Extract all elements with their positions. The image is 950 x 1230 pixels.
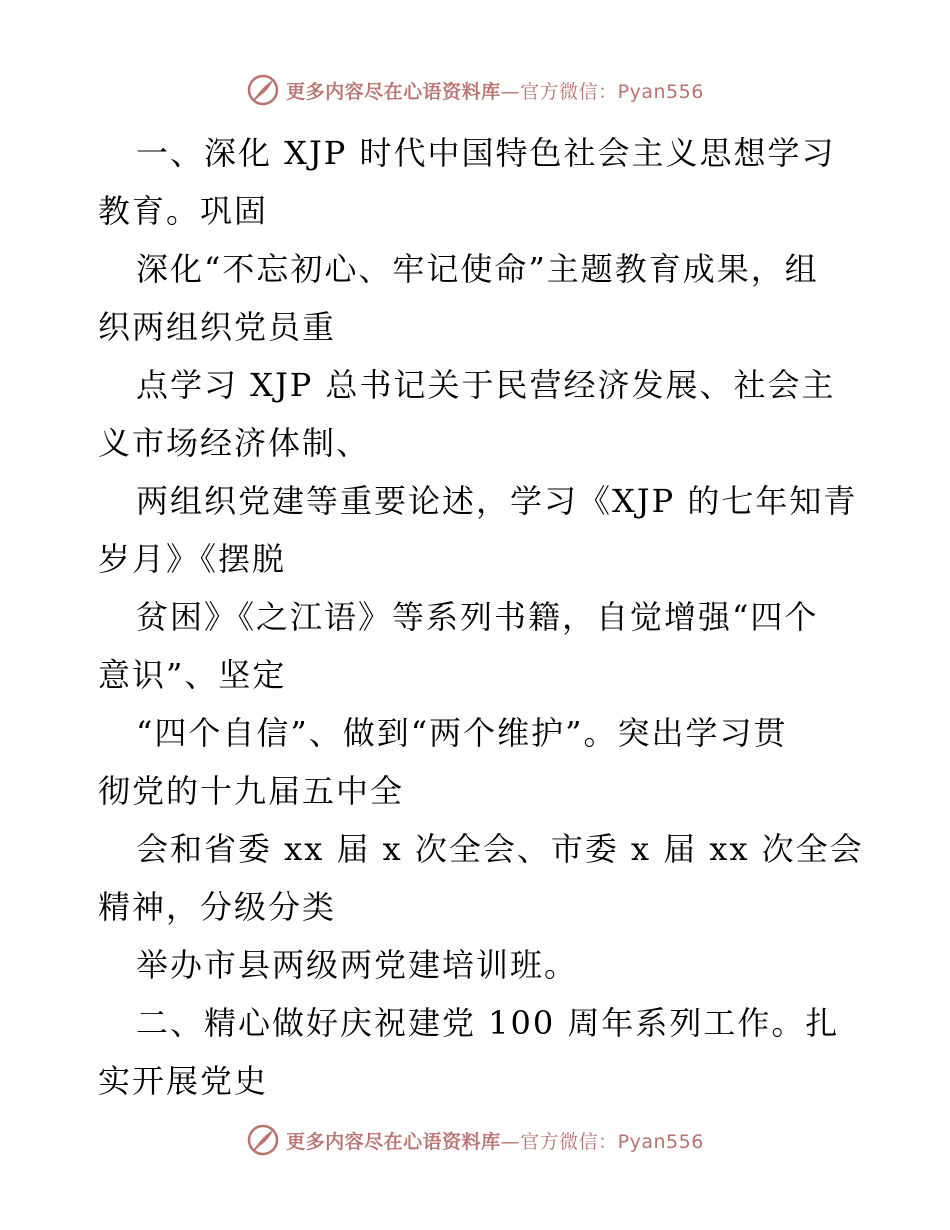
text-line: 织两组织党员重 [98, 308, 337, 346]
text-line: 实开展党史 [98, 1062, 269, 1100]
watermark-footer [0, 1120, 950, 1160]
text-line: 彻党的十九届五中全 [98, 772, 405, 810]
watermark-contact: 官方微信：Pyan556 [520, 1130, 704, 1153]
text-line: 意识”、坚定 [98, 656, 287, 694]
text-line: 会和省委 xx 届 x 次全会、市委 x 届 xx 次全会 [136, 830, 864, 868]
document-body [98, 124, 864, 1110]
text-line: 举办市县两级两党建培训班。 [136, 946, 579, 984]
text-line: 岁月》《摆脱 [98, 540, 287, 578]
text-line: 义市场经济体制、 [98, 424, 371, 462]
watermark-brand: 更多内容尽在心语资料库 [286, 1130, 501, 1153]
watermark-contact: 官方微信：Pyan556 [520, 80, 704, 103]
watermark-brand: 更多内容尽在心语资料库 [286, 80, 501, 103]
quill-logo-icon [246, 73, 280, 107]
quill-logo-icon [246, 1123, 280, 1157]
text-line: 精神，分级分类 [98, 888, 337, 926]
text-line: 一、深化 XJP 时代中国特色社会主义思想学习 [136, 134, 836, 172]
watermark-separator: — [500, 1130, 521, 1153]
watermark-separator: — [500, 80, 521, 103]
text-line: 点学习 XJP 总书记关于民营经济发展、社会主 [136, 366, 836, 404]
text-line: 教育。巩固 [98, 192, 269, 230]
text-line: 贫困》《之江语》等系列书籍，自觉增强“四个 [136, 598, 819, 636]
watermark-header [0, 70, 950, 110]
text-line: 深化“不忘初心、牢记使命”主题教育成果，组 [136, 250, 819, 288]
text-line: 两组织党建等重要论述，学习《XJP 的七年知青 [136, 482, 858, 520]
watermark-text [286, 1127, 704, 1154]
text-line: 二、精心做好庆祝建党 100 周年系列工作。扎 [136, 1004, 840, 1042]
watermark-text [286, 77, 704, 104]
text-line: “四个自信”、做到“两个维护”。突出学习贯 [136, 714, 788, 752]
